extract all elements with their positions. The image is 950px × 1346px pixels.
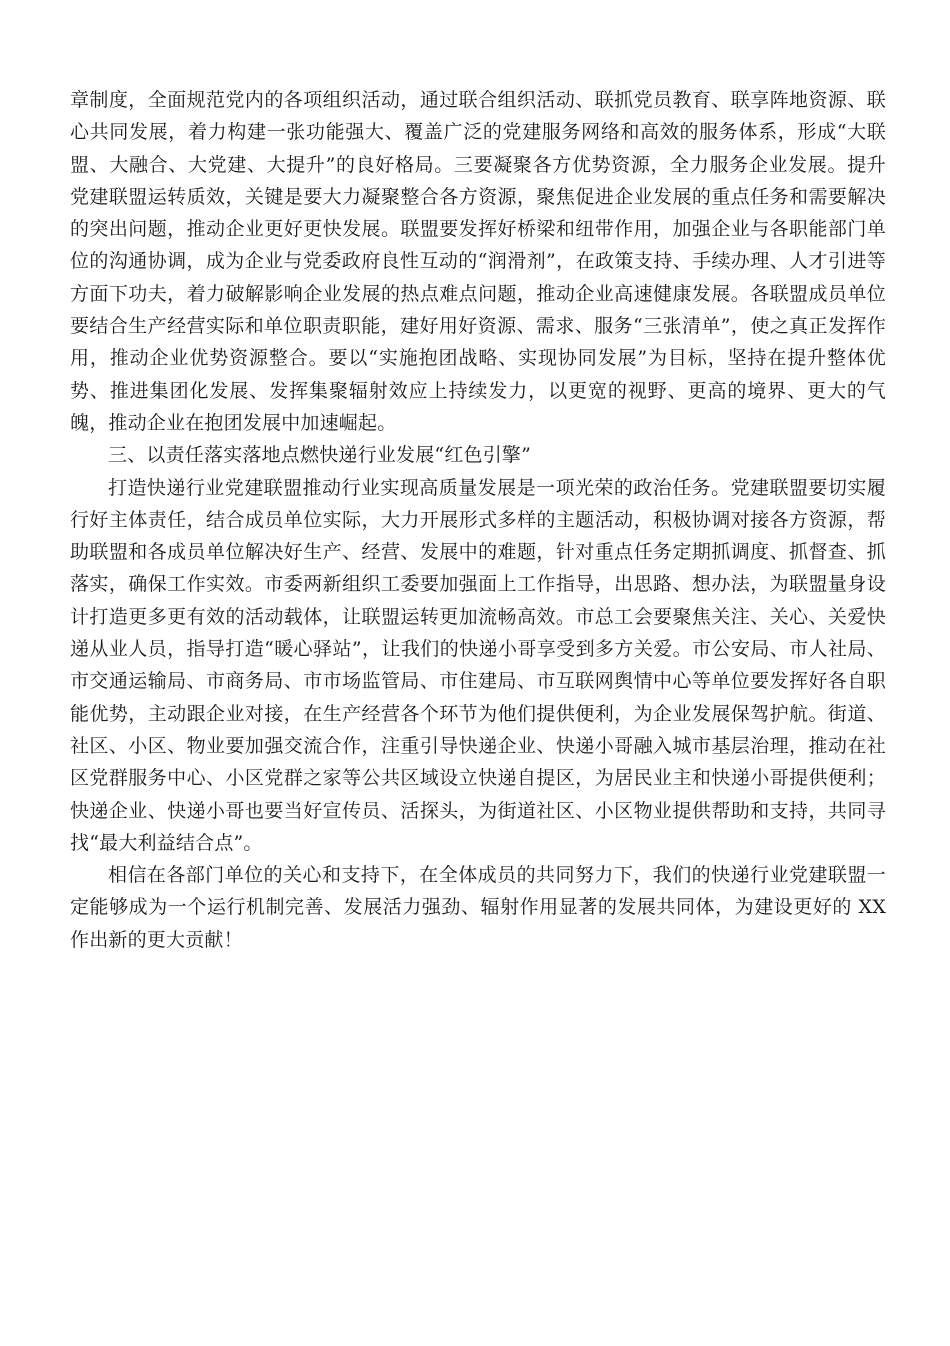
section-heading: 三、以责任落实落地点燃快递行业发展“红色引擎”: [108, 444, 532, 467]
paragraph-conclusion: 相信在各部门单位的关心和支持下，在全体成员的共同努力下，我们的快递行业党建联盟一定能够成为一个运行机制完善、发展活力强劲、辐射作用显著的发展共同体，为建设更好的 XX 作出新的更大贡献！: [70, 864, 886, 951]
document-body: [70, 84, 886, 956]
paragraph-responsibility: 打造快递行业党建联盟推动行业实现高质量发展是一项光荣的政治任务。党建联盟要切实履行好主体责任，结合成员单位实际，大力开展形式多样的主题活动，积极协调对接各方资源，帮助联盟和各成员单位解决好生产、经营、发展中的难题，针对重点任务定期抓调度、抓督查、抓落实，确保工作实效。市委两新组织工委要加强面上工作指导，出思路、想办法，为联盟量身设计打造更多更有效的活动载体，让联盟运转更加流畅高效。市总工会要聚焦关注、关心、关爱快递从业人员，指导打造“暖心驿站”，让我们的快递小哥享受到多方关爱。市公安局、市人社局、市交通运输局、市商务局、市市场监管局、市住建局、市互联网舆情中心等单位要发挥好各自职能优势，主动跟企业对接，在生产经营各个环节为他们提供便利，为企业发展保驾护航。街道、社区、小区、物业要加强交流合作，注重引导快递企业、快递小哥融入城市基层治理，推动在社区党群服务中心、小区党群之家等公共区域设立快递自提区，为居民业主和快递小哥提供便利；快递企业、快递小哥也要当好宣传员、活探头，为街道社区、小区物业提供帮助和支持，共同寻找“最大利益结合点”。: [70, 476, 886, 854]
paragraph-continuation: 章制度，全面规范党内的各项组织活动，通过联合组织活动、联抓党员教育、联享阵地资源、联心共同发展，着力构建一张功能强大、覆盖广泛的党建服务网络和高效的服务体系，形成“大联盟、大融合、大党建、大提升”的良好格局。三要凝聚各方优势资源，全力服务企业发展。提升党建联盟运转质效，关键是要大力凝聚整合各方资源，聚焦促进企业发展的重点任务和需要解决的突出问题，推动企业更好更快发展。联盟要发挥好桥梁和纽带作用，加强企业与各职能部门单位的沟通协调，成为企业与党委政府良性互动的“润滑剂”，在政策支持、手续办理、人才引进等方面下功夫，着力破解影响企业发展的热点难点问题，推动企业高速健康发展。各联盟成员单位要结合生产经营实际和单位职责职能，建好用好资源、需求、服务“三张清单”，使之真正发挥作用，推动企业优势资源整合。要以“实施抱团战略、实现协同发展”为目标，坚持在提升整体优势、推进集团化发展、发挥集聚辐射效应上持续发力，以更宽的视野、更高的境界、更大的气魄，推动企业在抱团发展中加速崛起。: [70, 89, 886, 434]
